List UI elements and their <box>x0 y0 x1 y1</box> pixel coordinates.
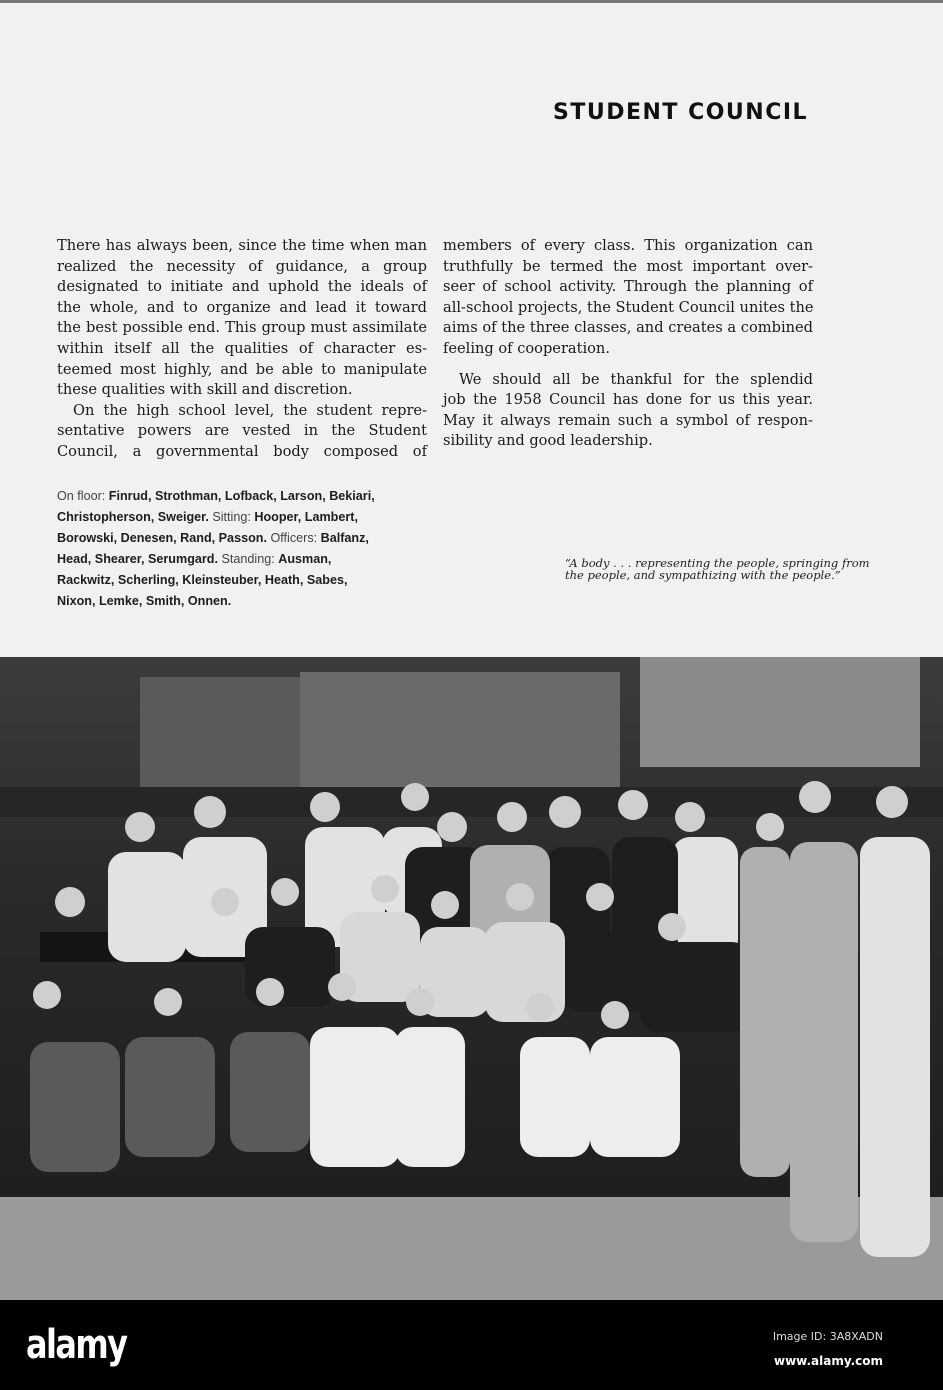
pull-quote: “A body . . . representing the people, springing from the people, and sympathizing with the people.” <box>565 556 870 582</box>
text-line: the best possible end. This group must assimilate <box>57 319 427 337</box>
text-line: feeling of cooperation. <box>443 339 610 357</box>
mural-panel <box>140 677 300 787</box>
group-photo-illustration <box>0 657 943 1300</box>
image-id: Image ID: 3A8XADN <box>772 1330 883 1343</box>
text-line: teemed most highly, and be able to manipulate <box>57 360 427 378</box>
text-line: On the high school level, the student repre- <box>73 401 427 419</box>
text-line: members of every class. This organization can <box>443 237 813 254</box>
watermark-footer <box>0 1300 943 1390</box>
body-text-left-column <box>57 236 427 463</box>
photo-caption <box>57 486 387 612</box>
page-top-edge <box>0 0 943 3</box>
text-line: We should all be thankful for the splendid <box>459 370 813 388</box>
text-line: realized the necessity of guidance, a group <box>57 257 427 275</box>
text-line: seer of school activity. Through the planning of <box>443 278 813 296</box>
caption-label: Sitting: <box>212 510 251 524</box>
text-line: job the 1958 Council has done for us this year. <box>443 391 813 409</box>
caption-names: Finrud, Strothman, Lofback, Larson, Bekiari, Christopherson, Sweiger. <box>57 489 375 524</box>
text-line: these qualities with skill and discretion. <box>57 381 353 399</box>
alamy-logo: alamy <box>26 1322 127 1368</box>
body-text-right-column <box>443 236 813 452</box>
caption-label: Standing: <box>221 552 275 566</box>
site-url: www.alamy.com <box>773 1354 883 1368</box>
caption-names: Ausman, Rackwitz, Scherling, Kleinsteuber, Heath, Sabes, Nixon, Lemke, Smith, Onnen. <box>57 552 348 608</box>
text-line: truthfully be termed the most important over- <box>443 257 813 275</box>
group-photo <box>0 657 943 1300</box>
caption-label: Officers: <box>270 531 318 545</box>
caption-label: On floor: <box>57 489 106 503</box>
text-line: aims of the three classes, and creates a combined <box>443 319 813 337</box>
text-line: designated to initiate and uphold the ideals of <box>57 278 427 296</box>
caption-names: Hooper, Lambert, Borowski, Denesen, Rand, Passon. <box>57 510 358 545</box>
text-line: May it always remain such a symbol of respon- <box>443 411 813 429</box>
mural-panel <box>640 657 920 767</box>
text-line: sibility and good leadership. <box>443 432 653 450</box>
text-line: There has always been, since the time when man <box>57 237 427 254</box>
page-title: STUDENT COUNCIL <box>553 100 809 125</box>
caption-names: Balfanz, Head, Shearer, Serumgard. <box>57 531 369 566</box>
text-line: within itself all the qualities of character es- <box>57 339 427 357</box>
mural-panel <box>300 672 620 792</box>
text-line: sentative powers are vested in the Student <box>57 422 427 440</box>
text-line: the whole, and to organize and lead it toward <box>57 298 427 316</box>
text-line: all-school projects, the Student Council unites the <box>443 298 814 316</box>
text-line: Council, a governmental body composed of <box>57 442 427 460</box>
